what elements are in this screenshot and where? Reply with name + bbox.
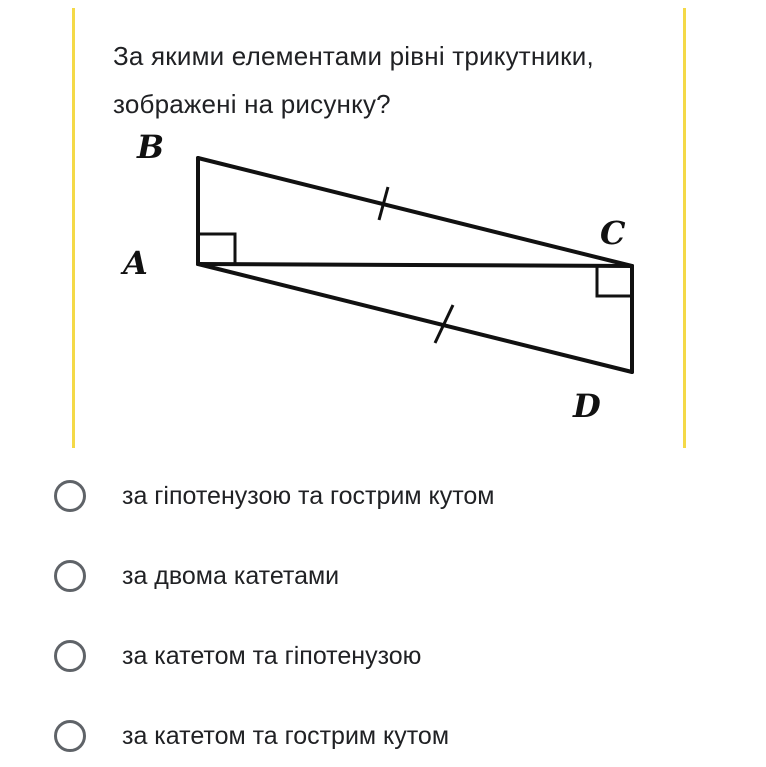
question-card bbox=[72, 8, 686, 448]
segment-bc bbox=[198, 158, 632, 266]
option-4[interactable] bbox=[54, 715, 449, 757]
question-text: За якими елементами рівні трикутники, зображені на рисунку? bbox=[113, 41, 594, 119]
option-2-label: за двома катетами bbox=[122, 561, 340, 590]
option-3-label: за катетом та гіпотенузою bbox=[122, 641, 422, 670]
segment-ac bbox=[198, 264, 632, 266]
radio-button-3[interactable] bbox=[54, 640, 86, 672]
option-4-label: за катетом та гострим кутом bbox=[122, 721, 450, 750]
right-angle-mark-c bbox=[597, 266, 632, 296]
option-1[interactable] bbox=[54, 475, 494, 517]
vertex-label-b: B bbox=[137, 128, 165, 166]
segment-ad bbox=[198, 264, 632, 372]
radio-button-1[interactable] bbox=[54, 480, 86, 512]
vertex-label-a: A bbox=[123, 244, 148, 282]
right-angle-mark-a bbox=[198, 234, 235, 264]
radio-button-4[interactable] bbox=[54, 720, 86, 752]
triangle-lines bbox=[198, 158, 632, 372]
radio-button-2[interactable] bbox=[54, 560, 86, 592]
option-2[interactable] bbox=[54, 555, 339, 597]
vertex-label-c: C bbox=[600, 214, 626, 252]
option-3[interactable] bbox=[54, 635, 421, 677]
triangle-figure bbox=[115, 124, 655, 434]
option-1-label: за гіпотенузою та гострим кутом bbox=[122, 481, 495, 510]
vertex-label-d: D bbox=[573, 387, 601, 425]
